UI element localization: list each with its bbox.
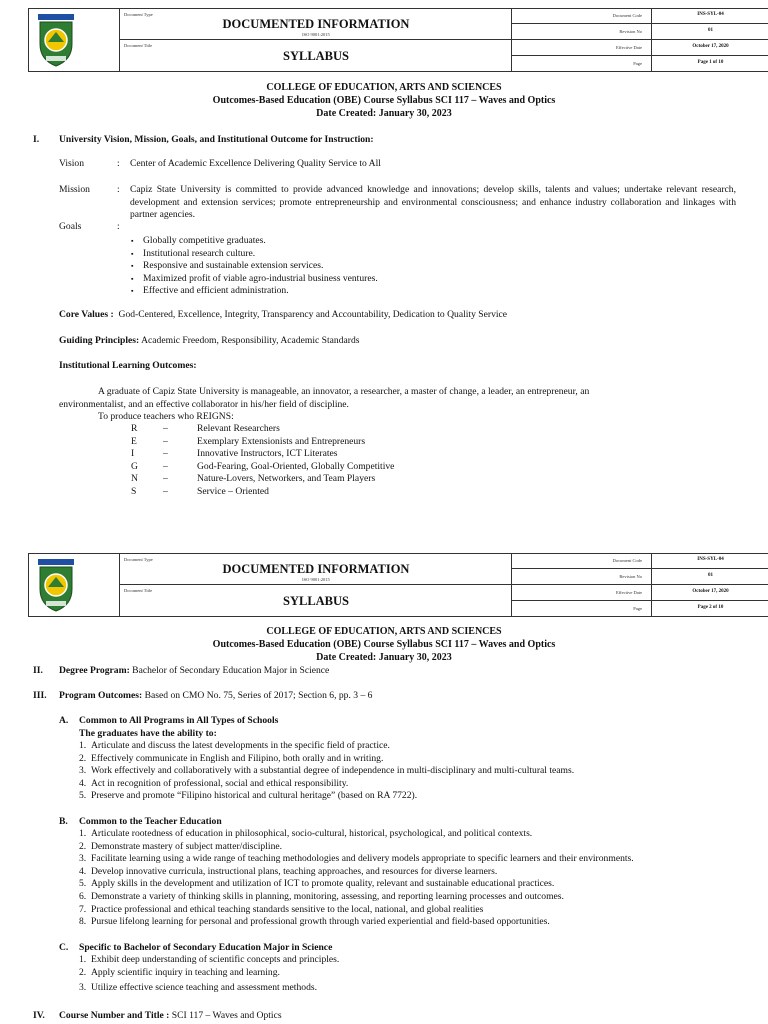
- list-item: 5. Apply skills in the development and utilization of ICT to promote quality, relevant and sustainable educational practices.: [79, 878, 555, 890]
- syllabus-page-2: Document Type DOCUMENTED INFORMATION ISO 9001:2015 Document Title SYLLABUS Document Code Revision No Effective Date Page INS-SYL-04 01 October 17, 2020 Page 2 of 10 COLLEGE OF EDUCATION, ARTS AND SCIENCES Outcomes-Based Education (OBE) Course Syllabus SCI 117 – Waves and Optics Date Created: January 30, 2023 II. Degree Program: Bachelor of Secondary Education Major in Science III. Program Outcomes: Based on CMO No. 75, Series of 2017; Section 6, pp. 3 – 6 A. Common to All Programs in All Types of Schools The graduates have the ability to: 1. Articulate and discuss the latest developments in the specific field of practice. 2. Effectively communicate in English and Filipino, both orally and in writing. 3. Work effectively and collaboratively with a substantial degree of independence in multi-disciplinary and multi-cultural teams. 4. Act in recognition of professional, social and ethical responsibility. 5. Preserve and promote “Filipino historical and cultural heritage” (based on RA 7722). B. Common to the Teacher Education 1. Articulate rootedness of education in philosophical, socio-cultural, historical, psychological, and political contexts. 2. Demonstrate mastery of subject matter/discipline. 3. Facilitate learning using a wide range of teaching methodologies and delivery models appropriate to specific learners and their environments. 4. Develop innovative curricula, instructional plans, teaching approaches, and resources for diverse learners. 5. Apply skills in the development and utilization of ICT to promote quality, relevant and sustainable educational practices. 6. Demonstrate a variety of thinking skills in planning, monitoring, assessing, and reporting learning processes and outcomes. 7. Practice professional and ethical teaching standards sensitive to the local, national, and global realities 8. Pursue lifelong learning for personal and professional growth through varied experiential and field-based opportunities. C. Specific to Bachelor of Secondary Education Major in Science 1. Exhibit deep understanding of scientific concepts and principles. 2. Apply scientific inquiry in teaching and learning. 3. Utilize effective science teaching and assessment methods. IV. Course Number and Title : SCI 117 – Waves and Optics: [0, 545, 768, 1024]
- list-item: 8. Pursue lifelong learning for personal and professional growth through varied experiential and field-based opportunities.: [79, 916, 550, 928]
- list-item: G – God-Fearing, Goal-Oriented, Globally Competitive: [131, 460, 395, 472]
- list-item: ▪ Institutional research culture.: [143, 248, 378, 261]
- list-item: 1. Articulate and discuss the latest developments in the specific field of practice.: [79, 740, 390, 751]
- page-number-value: Page 1 of 10: [697, 60, 724, 65]
- core-values: Core Values : God-Centered, Excellence, Integrity, Transparency and Accountability, Dedication to Quality Service: [59, 309, 508, 320]
- goals-list: [143, 235, 378, 298]
- list-item: 1. Exhibit deep understanding of scientific concepts and principles.: [79, 954, 340, 965]
- doc-code-label: Document Code: [612, 558, 642, 563]
- list-item: E – Exemplary Extensionists and Entrepreneurs: [131, 435, 366, 447]
- list-item: 7. Practice professional and ethical teaching standards sensitive to the local, national, and global realities: [79, 903, 484, 915]
- course-number-title: Course Number and Title : SCI 117 – Waves and Optics: [59, 1010, 282, 1021]
- list-item: N – Nature-Lovers, Networkers, and Team Players: [131, 473, 376, 485]
- page-label: Page: [633, 606, 642, 611]
- section-number: I.: [33, 134, 40, 145]
- list-item: I – Innovative Instructors, ICT Literates: [131, 448, 338, 460]
- document-header: [28, 8, 768, 72]
- list-item: 4. Develop innovative curricula, instructional plans, teaching approaches, and resources for diverse learners.: [79, 865, 498, 877]
- vision-text: Center of Academic Excellence Delivering Quality Service to All: [130, 158, 381, 169]
- university-seal-icon: [36, 12, 76, 68]
- doc-header-title: DOCUMENTED INFORMATION: [222, 17, 410, 31]
- list-item: 2. Demonstrate mastery of subject matter/discipline.: [79, 840, 283, 852]
- revision-value: 01: [708, 573, 713, 578]
- page-number-value: Page 2 of 10: [697, 605, 724, 610]
- list-item: 3. Utilize effective science teaching and assessment methods.: [79, 982, 317, 994]
- ilo-title: Institutional Learning Outcomes:: [59, 360, 197, 371]
- course-heading: Outcomes-Based Education (OBE) Course Syllabus SCI 117 – Waves and Optics: [212, 639, 556, 650]
- doc-title-label: Document Title: [124, 588, 153, 593]
- course-heading: Outcomes-Based Education (OBE) Course Syllabus SCI 117 – Waves and Optics: [212, 95, 556, 106]
- doc-code-value: INS-SYL-04: [697, 557, 724, 562]
- outcomes-b-title: Common to the Teacher Education: [79, 816, 222, 827]
- list-item: ▪ Globally competitive graduates.: [143, 235, 378, 248]
- list-item: ▪ Effective and efficient administration.: [143, 285, 378, 298]
- iso-label: ISO 9001:2015: [302, 32, 330, 37]
- list-item: ▪ Maximized profit of viable agro-industrial business ventures.: [143, 273, 378, 286]
- reigns-intro: To produce teachers who REIGNS:: [98, 411, 234, 422]
- program-outcomes: Program Outcomes: Based on CMO No. 75, Series of 2017; Section 6, pp. 3 – 6: [59, 690, 373, 701]
- degree-program: Degree Program: Bachelor of Secondary Education Major in Science: [59, 665, 330, 676]
- university-seal-icon: [36, 557, 76, 613]
- list-item: ▪ Responsive and sustainable extension services.: [143, 260, 378, 273]
- revision-label: Revision No: [619, 574, 642, 579]
- effective-date-value: October 17, 2020: [692, 589, 729, 594]
- vision-label: Vision: [59, 158, 85, 169]
- outcomes-a-sub: The graduates have the ability to:: [79, 728, 217, 739]
- iso-label: ISO 9001:2015: [302, 577, 330, 582]
- list-item: R – Relevant Researchers: [131, 423, 280, 434]
- list-item: 1. Articulate rootedness of education in philosophical, socio-cultural, historical, psychological, and political contexts.: [79, 828, 533, 839]
- page-label: Page: [633, 61, 642, 66]
- doc-code-value: INS-SYL-04: [697, 12, 724, 17]
- doc-title-label: Document Title: [124, 43, 153, 48]
- outcomes-a-title: Common to All Programs in All Types of Schools: [79, 715, 279, 726]
- guiding-principles: Guiding Principles: Academic Freedom, Responsibility, Academic Standards: [59, 335, 360, 346]
- outcomes-a-list: [79, 740, 741, 803]
- outcomes-c-title: Specific to Bachelor of Secondary Education Major in Science: [79, 942, 333, 953]
- list-item: 2. Apply scientific inquiry in teaching and learning.: [79, 966, 280, 978]
- effective-date-label: Effective Date: [615, 590, 642, 595]
- list-item: 6. Demonstrate a variety of thinking skills in planning, monitoring, assessing, and reporting learning processes and outcomes.: [79, 890, 564, 902]
- revision-value: 01: [708, 28, 713, 33]
- list-item: S – Service – Oriented: [131, 485, 269, 497]
- date-heading: Date Created: January 30, 2023: [316, 652, 452, 663]
- doc-header-subtitle: SYLLABUS: [283, 49, 349, 63]
- doc-header-subtitle: SYLLABUS: [283, 594, 349, 608]
- list-item: 5. Preserve and promote “Filipino historical and cultural heritage” (based on RA 7722).: [79, 790, 418, 802]
- date-heading: Date Created: January 30, 2023: [316, 108, 452, 119]
- list-item: 4. Act in recognition of professional, social and ethical responsibility.: [79, 777, 349, 789]
- syllabus-page-1: Document Type DOCUMENTED INFORMATION ISO 9001:2015 Document Title SYLLABUS Document Code Revision No Effective Date Page INS-SYL-04 01 October 17, 2020 Page 1 of 10 COLLEGE OF EDUCATION, ARTS AND SCIENCES Outcomes-Based Education (OBE) Course Syllabus SCI 117 – Waves and Optics Date Created: January 30, 2023 I. University Vision, Mission, Goals, and Institutional Outcome for Instruction: Vision : Center of Academic Excellence Delivering Quality Service to All Mission : Capiz State University is committed to provide advanced knowledge and innovations; develop skills, talents and values; undertake relevant research, development and extension services; promote entrepreneurship and environmental consciousness; and enhance industry collaboration and linkages with partner agencies. Goals : ▪ Globally competitive graduates. ▪ Institutional research culture. ▪ Responsive and sustainable extension services. ▪ Maximized profit of viable agro-industrial business ventures. ▪ Effective and efficient administration. Core Values : God-Centered, Excellence, Integrity, Transparency and Accountability, Dedication to Quality Service Guiding Principles: Academic Freedom, Responsibility, Academic Standards Institutional Learning Outcomes: A graduate of Capiz State University is manageable, an innovator, a researcher, a master of change, a leader, an entrepreneur, an environmentalist, and an effective collaborator in his/her field of discipline. To produce teachers who REIGNS: R – Relevant Researchers E – Exemplary Extensionists and Entrepreneurs I – Innovative Instructors, ICT Literates G – God-Fearing, Goal-Oriented, Globally Competitive N – Nature-Lovers, Networkers, and Team Players S – Service – Oriented: [0, 0, 768, 540]
- doc-type-label: Document Type: [124, 557, 153, 562]
- doc-type-label: Document Type: [124, 12, 153, 17]
- reigns-list: [131, 423, 451, 499]
- effective-date-label: Effective Date: [615, 45, 642, 50]
- list-item: 2. Effectively communicate in English and Filipino, both orally and in writing.: [79, 752, 384, 764]
- ilo-line-2: environmentalist, and an effective collaborator in his/her field of discipline.: [59, 399, 349, 410]
- college-heading: COLLEGE OF EDUCATION, ARTS AND SCIENCES: [266, 82, 502, 93]
- effective-date-value: October 17, 2020: [692, 44, 729, 49]
- doc-code-label: Document Code: [612, 13, 642, 18]
- list-item: 3. Work effectively and collaboratively with a substantial degree of independence in multi-disciplinary and multi-cultural teams.: [79, 765, 575, 777]
- college-heading: COLLEGE OF EDUCATION, ARTS AND SCIENCES: [266, 626, 502, 637]
- outcomes-b-list: [79, 828, 751, 929]
- outcomes-c-list: [79, 954, 741, 995]
- doc-header-title: DOCUMENTED INFORMATION: [222, 562, 410, 576]
- revision-label: Revision No: [619, 29, 642, 34]
- section-title: University Vision, Mission, Goals, and Institutional Outcome for Instruction:: [59, 134, 374, 145]
- ilo-line-1: A graduate of Capiz State University is manageable, an innovator, a researcher, a master of change, a leader, an entrepreneur, an: [98, 386, 590, 397]
- document-header: [28, 553, 768, 617]
- list-item: 3. Facilitate learning using a wide range of teaching methodologies and delivery models appropriate to specific learners and their environments.: [79, 853, 634, 865]
- goals-label: Goals: [59, 221, 82, 232]
- mission-text: Capiz State University is committed to provide advanced knowledge and innovations; develop skills, talents and values; undertake relevant research, development and extension services; promote entrepreneurship and environmental consciousness; and enhance industry collaboration and linkages with partner agencies.: [130, 184, 736, 221]
- mission-label: Mission: [59, 184, 90, 195]
